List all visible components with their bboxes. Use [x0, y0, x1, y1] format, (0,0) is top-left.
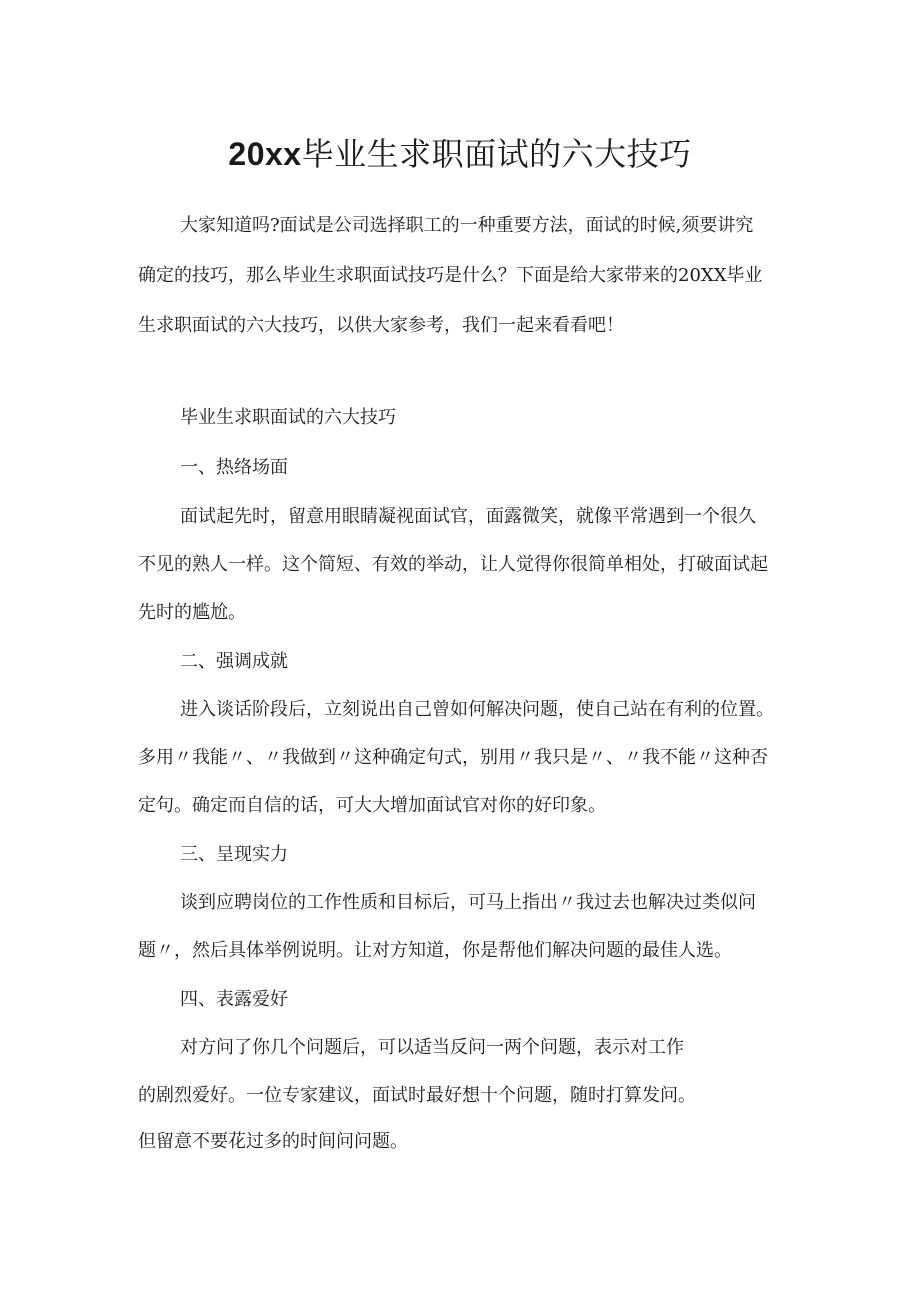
section-3-line-1: 谈到应聘岗位的工作性质和目标后，可马上指出〃我过去也解决过类似问 — [180, 892, 756, 913]
section-heading-1: 一、热络场面 — [180, 457, 288, 478]
section-4-line-3: 但留意不要花过多的时间问问题。 — [138, 1131, 408, 1152]
section-2-line-2: 多用〃我能〃、〃我做到〃这种确定句式，别用〃我只是〃、〃我不能〃这种否 — [138, 747, 768, 768]
title-year: 20xx — [228, 136, 302, 172]
section-1-line-3: 先时的尴尬。 — [138, 602, 246, 623]
section-2-line-1: 进入谈话阶段后，立刻说出自己曾如何解决问题，使自己站在有利的位置。 — [180, 699, 774, 720]
section-2-line-3: 定句。确定而自信的话，可大大增加面试官对你的好印象。 — [138, 795, 606, 816]
section-4-line-1: 对方问了你几个问题后，可以适当反问一两个问题，表示对工作 — [180, 1037, 684, 1058]
section-subtitle: 毕业生求职面试的六大技巧 — [180, 407, 396, 428]
intro-line-1: 大家知道吗?面试是公司选择职工的一种重要方法，面试的时候,须要讲究 — [180, 215, 754, 236]
section-1-line-1: 面试起先时，留意用眼睛凝视面试官，面露微笑，就像平常遇到一个很久 — [180, 506, 756, 527]
document-title — [0, 130, 920, 178]
section-1-line-2: 不见的熟人一样。这个简短、有效的举动，让人觉得你很简单相处，打破面试起 — [138, 554, 768, 575]
intro-line-2: 确定的技巧，那么毕业生求职面试技巧是什么？下面是给大家带来的20XX毕业 — [138, 265, 763, 286]
section-heading-4: 四、表露爱好 — [180, 989, 288, 1010]
section-heading-2: 二、强调成就 — [180, 651, 288, 672]
title-text: 毕业生求职面试的六大技巧 — [301, 135, 692, 173]
section-4-line-2: 的剧烈爱好。一位专家建议，面试时最好想十个问题，随时打算发问。 — [138, 1085, 696, 1106]
section-3-line-2: 题〃，然后具体举例说明。让对方知道，你是帮他们解决问题的最佳人选。 — [138, 940, 732, 961]
section-heading-3: 三、呈现实力 — [180, 844, 288, 865]
intro-line-3: 生求职面试的六大技巧，以供大家参考，我们一起来看看吧！ — [138, 315, 624, 336]
